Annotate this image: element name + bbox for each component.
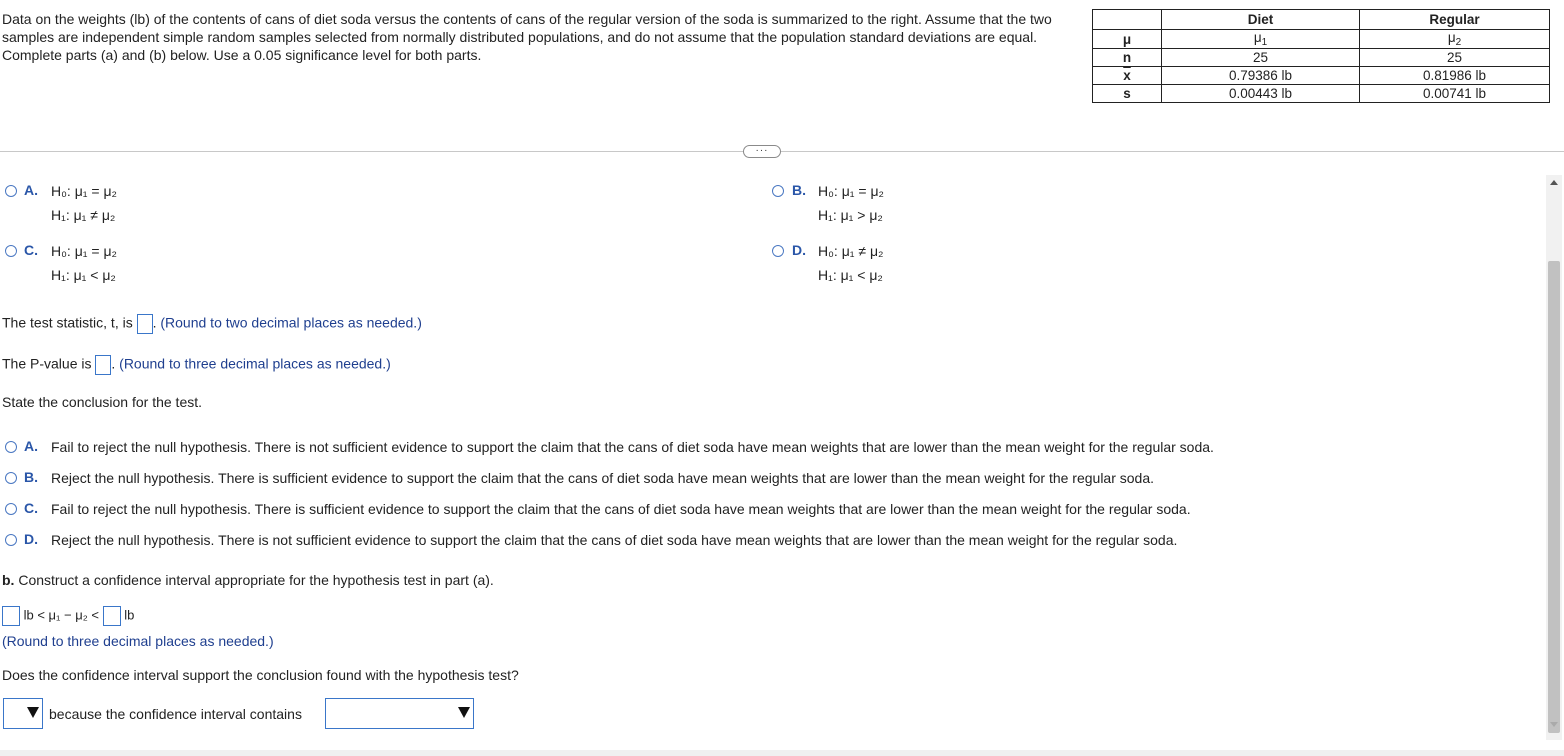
conclusion-text: Fail to reject the null hypothesis. There is sufficient evidence to support the claim that the cans of diet soda have mean weights that are lower than the mean weight for the regular soda. [51, 501, 1191, 517]
radio-icon[interactable] [5, 534, 17, 546]
scroll-down-icon[interactable] [1550, 722, 1558, 727]
radio-icon[interactable] [5, 441, 17, 453]
row-label-xbar: $\overline{x}$ [1093, 67, 1162, 85]
scrollbar-thumb[interactable] [1548, 261, 1560, 733]
option-letter: B. [792, 182, 806, 198]
option-letter: D. [792, 242, 806, 258]
summary-table [1092, 9, 1550, 103]
cell-regular-xbar: 0.81986 lb [1360, 67, 1550, 85]
chevron-down-icon [458, 707, 470, 718]
radio-icon[interactable] [772, 185, 784, 197]
cell-diet-mu: $\mu_1$ [1162, 30, 1360, 49]
table-header-row [1093, 10, 1550, 30]
pvalue-line: The P-value is . (Round to three decimal places as needed.) [2, 355, 391, 375]
scroll-up-icon[interactable] [1550, 180, 1558, 185]
section-divider [0, 151, 1564, 152]
chevron-down-icon [27, 707, 39, 718]
cell-regular-s: 0.00741 lb [1360, 85, 1550, 103]
header-regular: Regular [1360, 10, 1550, 30]
radio-icon[interactable] [5, 472, 17, 484]
option-letter: C. [24, 242, 38, 258]
cell-diet-n: 25 [1162, 49, 1360, 67]
row-label-n: n [1093, 49, 1162, 67]
support-question: Does the confidence interval support the conclusion found with the hypothesis test? [2, 667, 519, 683]
ci-upper-input[interactable] [103, 606, 121, 626]
hypothesis-text: H₀: μ₁ = μ₂ H₁: μ₁ ≠ μ₂ [51, 183, 117, 223]
option-letter: D. [24, 531, 38, 547]
conclusion-text: Fail to reject the null hypothesis. There is not sufficient evidence to support the claim that the cans of diet soda have mean weights that are lower than the mean weight for the regular soda. [51, 439, 1214, 455]
radio-icon[interactable] [5, 245, 17, 257]
bottom-bar [0, 750, 1564, 756]
row-label-mu: μ [1093, 30, 1162, 49]
radio-icon[interactable] [772, 245, 784, 257]
conclusion-text: Reject the null hypothesis. There is sufficient evidence to support the claim that the cans of diet soda have mean weights that are lower than the mean weight for the regular soda. [51, 470, 1155, 486]
problem-intro: Data on the weights (lb) of the contents of cans of diet soda versus the contents of cans of the regular version of the soda is summarized to the right. Assume that the two samples are independent simple random samples selected from normally distributed populations, and do not assume that the population standard deviations are equal. Complete parts (a) and (b) below. Use a 0.05 significance level for both parts. [2, 11, 1052, 63]
cell-regular-mu: $\mu_2$ [1360, 30, 1550, 49]
contains-dropdown[interactable] [325, 698, 474, 729]
test-statistic-line: The test statistic, t, is . (Round to two decimal places as needed.) [2, 314, 422, 334]
option-letter: C. [24, 500, 38, 516]
hypothesis-text: H₀: μ₁ = μ₂ H₁: μ₁ < μ₂ [51, 243, 117, 283]
conclusion-text: Reject the null hypothesis. There is not sufficient evidence to support the claim that the cans of diet soda have mean weights that are lower than the mean weight for the regular soda. [51, 532, 1178, 548]
radio-icon[interactable] [5, 503, 17, 515]
pvalue-input[interactable] [95, 355, 111, 375]
support-dropdown[interactable] [3, 698, 43, 729]
option-letter: A. [24, 438, 38, 454]
option-letter: B. [24, 469, 38, 485]
header-diet: Diet [1162, 10, 1360, 30]
cell-regular-n: 25 [1360, 49, 1550, 67]
test-statistic-input[interactable] [137, 314, 153, 334]
because-text: because the confidence interval contains [49, 706, 302, 722]
option-letter: A. [24, 182, 38, 198]
ci-lower-input[interactable] [2, 606, 20, 626]
expand-handle[interactable]: ··· [743, 145, 781, 158]
table-row [1093, 49, 1550, 67]
table-row [1093, 30, 1550, 49]
table-corner [1093, 10, 1162, 30]
cell-diet-s: 0.00443 lb [1162, 85, 1360, 103]
cell-diet-xbar: 0.79386 lb [1162, 67, 1360, 85]
table-row [1093, 85, 1550, 103]
hypothesis-text: H₀: μ₁ = μ₂ H₁: μ₁ > μ₂ [818, 183, 884, 223]
part-b-prompt: b. Construct a confidence interval appropriate for the hypothesis test in part (a). [2, 572, 494, 588]
hypothesis-text: H₀: μ₁ ≠ μ₂ H₁: μ₁ < μ₂ [818, 243, 884, 283]
radio-icon[interactable] [5, 185, 17, 197]
ci-rounding-hint: (Round to three decimal places as needed.) [2, 633, 274, 649]
table-row [1093, 67, 1550, 85]
row-label-s: s [1093, 85, 1162, 103]
confidence-interval-line: lb < μ₁ − μ₂ < lb [2, 606, 134, 626]
conclusion-prompt: State the conclusion for the test. [2, 394, 203, 410]
